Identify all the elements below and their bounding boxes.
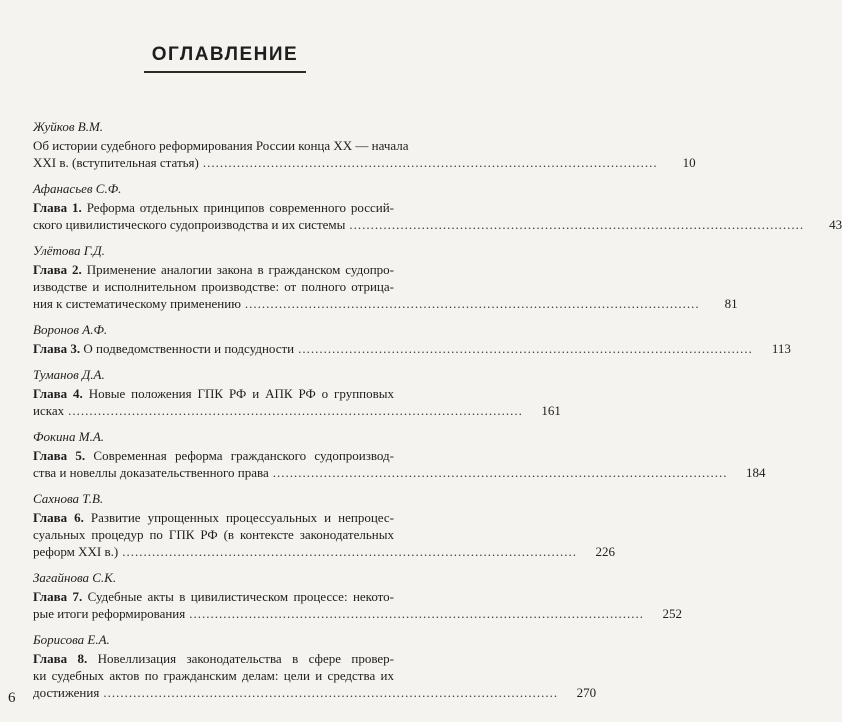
chapter-label: Глава 7. [33, 589, 83, 604]
title-text: Судебные акты в цивилистическом процессе: некото- [82, 589, 394, 604]
title-text: Современная реформа гражданского судопроизвод- [85, 448, 394, 463]
title-text: Об истории судебного реформирования России конца XX — начала [33, 138, 409, 153]
entry-author: Туманов Д.А. [33, 367, 105, 382]
dot-leader: ........................................................................................................... [349, 217, 805, 232]
title-text: ки судебных актов по гражданским делам: цели и средства их [33, 668, 394, 683]
chapter-label: Глава 4. [33, 386, 83, 401]
entry-page-number: 81 [724, 296, 738, 311]
title-text: ства и новеллы доказательственного права [33, 465, 269, 480]
entry-title-text [33, 295, 241, 312]
entry-title-line [33, 278, 440, 295]
table-of-contents [33, 118, 842, 710]
title-text: изводстве и исполнительном производстве: от полного отрица- [33, 279, 394, 294]
entry-author: Жуйков В.М. [33, 119, 104, 134]
entry-author: Воронов А.Ф. [33, 322, 108, 337]
entry-title-line [33, 588, 440, 605]
entry-page-number: 43 [829, 217, 842, 232]
entry-title-line [33, 154, 696, 171]
entry-title-line [33, 216, 842, 233]
entry-title-line [33, 543, 615, 560]
entry-title-text [33, 262, 394, 277]
entry-title-line [33, 385, 440, 402]
entry-title-text [33, 340, 294, 357]
title-text: ского цивилистического судопроизводства и их системы [33, 217, 346, 232]
dot-leader: ........................................................................................................... [122, 544, 577, 559]
entry-title [33, 447, 766, 481]
entry-title-text [33, 651, 394, 666]
entry-author: Афанасьев С.Ф. [33, 181, 122, 196]
entry-title-text [33, 200, 394, 215]
toc-entry[interactable] [33, 321, 791, 357]
entry-title-line [33, 402, 561, 419]
entry-page-number: 184 [746, 465, 766, 480]
chapter-label: Глава 2. [33, 262, 82, 277]
entry-title-line [33, 667, 440, 684]
dot-leader: ........................................................................................................... [68, 403, 523, 418]
entry-title-text [33, 543, 118, 560]
toc-entry[interactable] [33, 490, 615, 560]
entry-title-line [33, 199, 440, 216]
entry-title-text [33, 216, 345, 233]
dot-leader: ........................................................................................................... [202, 155, 658, 170]
title-text: Новеллизация законодательства в сфере провер- [87, 651, 394, 666]
entry-title-text [33, 279, 394, 294]
entry-title [33, 385, 561, 419]
toc-entry[interactable] [33, 569, 682, 622]
entry-title-text [33, 668, 394, 683]
chapter-label: Глава 3. [33, 341, 81, 356]
chapter-label: Глава 6. [33, 510, 84, 525]
entry-title-line [33, 605, 682, 622]
dot-leader: ........................................................................................................... [244, 296, 700, 311]
chapter-label: Глава 8. [33, 651, 88, 666]
entry-title [33, 199, 842, 233]
entry-author: Борисова Е.А. [33, 632, 110, 647]
chapter-label: Глава 5. [33, 448, 86, 463]
dot-leader: ........................................................................................................... [189, 606, 644, 621]
entry-title-line [33, 295, 738, 312]
entry-page-number: 270 [576, 685, 597, 700]
entry-title-line [33, 509, 440, 526]
toc-entry[interactable] [33, 631, 597, 701]
title-text: исках [33, 403, 65, 418]
entry-title-line [33, 447, 440, 464]
entry-title [33, 340, 791, 357]
entry-page-number: 252 [662, 606, 682, 621]
entry-page-number: 226 [595, 544, 615, 559]
entry-title-line [33, 340, 791, 357]
toc-entry[interactable] [33, 428, 766, 481]
entry-title [33, 588, 682, 622]
entry-title-line [33, 684, 597, 701]
toc-entry[interactable] [33, 118, 696, 171]
title-text: суальных процедур по ГПК РФ (в контексте законодательных [33, 527, 394, 542]
entry-page-number: 10 [682, 155, 696, 170]
toc-entry[interactable] [33, 366, 561, 419]
entry-title-text [33, 605, 185, 622]
entry-title-text [33, 684, 99, 701]
entry-title-text [33, 589, 394, 604]
entry-title-text [33, 386, 394, 401]
entry-author: Фокина М.А. [33, 429, 105, 444]
entry-title-text [33, 464, 269, 481]
title-text: О подведомственности и подсудности [80, 341, 295, 356]
entry-title-line [33, 137, 440, 154]
entry-title-text [33, 527, 394, 542]
title-text: Развитие упрощенных процессуальных и непроцес- [83, 510, 394, 525]
toc-entry[interactable] [33, 242, 738, 312]
title-text: достижения [33, 685, 100, 700]
page-title: ОГЛАВЛЕНИЕ [144, 44, 306, 73]
entry-author: Сахнова Т.В. [33, 491, 104, 506]
entry-author: Загайнова С.К. [33, 570, 117, 585]
entry-title-line [33, 526, 440, 543]
toc-entry[interactable] [33, 180, 842, 233]
title-text: Новые положения ГПК РФ и АПК РФ о групповых [82, 386, 395, 401]
entry-title-line [33, 261, 440, 278]
entry-page-number: 161 [541, 403, 561, 418]
dot-leader: ........................................................................................................... [298, 341, 753, 356]
page-number: 6 [8, 690, 16, 706]
entry-page-number: 113 [771, 341, 791, 356]
entry-title [33, 509, 615, 560]
title-text: рые итоги реформирования [33, 606, 186, 621]
entry-title-line [33, 464, 766, 481]
entry-title-text [33, 138, 409, 153]
entry-title [33, 650, 597, 701]
entry-author: Улётова Г.Д. [33, 243, 105, 258]
entry-title-text [33, 402, 64, 419]
entry-title [33, 137, 696, 171]
title-text: ния к систематическому применению [33, 296, 241, 311]
entry-title-text [33, 448, 394, 463]
title-text: Применение аналогии закона в гражданском судопро- [81, 262, 394, 277]
entry-title-line [33, 650, 440, 667]
title-text: Реформа отдельных принципов современного россий- [81, 200, 394, 215]
heading-container [0, 44, 450, 73]
title-text: реформ XXI в.) [33, 544, 119, 559]
entry-title-text [33, 510, 394, 525]
dot-leader: ........................................................................................................... [103, 685, 559, 700]
chapter-label: Глава 1. [33, 200, 82, 215]
dot-leader: ........................................................................................................... [272, 465, 728, 480]
title-text: XXI в. (вступительная статья) [33, 155, 199, 170]
entry-title-text [33, 154, 199, 171]
entry-title [33, 261, 738, 312]
